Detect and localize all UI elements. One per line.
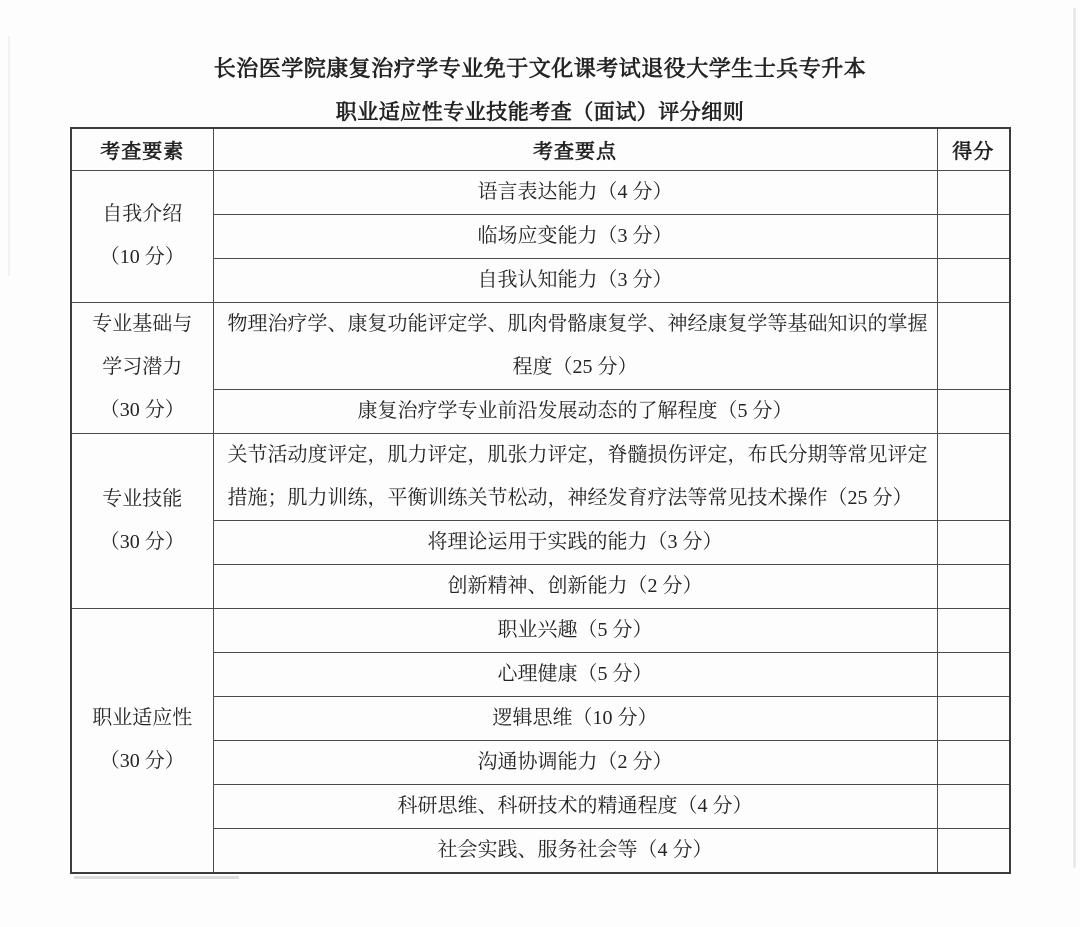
element-line: （30 分）: [99, 750, 185, 772]
points-text: 措施；肌力训练，平衡训练关节松动，神经发育疗法等常见技术操作（25 分）: [227, 486, 913, 509]
points-cell: [213, 608, 937, 652]
points-cell: [213, 652, 937, 696]
points-cell: [213, 520, 937, 564]
score-cell: [937, 784, 1010, 828]
score-cell: [937, 652, 1010, 696]
score-cell: [937, 170, 1010, 214]
element-line: 专业技能: [102, 487, 183, 510]
points-text: 关节活动度评定，肌力评定，肌张力评定，脊髓损伤评定，布氏分期等常见评定: [227, 443, 928, 466]
header-cell-element: 考查要素: [71, 128, 213, 170]
points-cell: [213, 696, 937, 740]
element-cell-skills: [71, 433, 213, 608]
table-row: [71, 302, 1010, 389]
page-title-line1: 长治医学院康复治疗学专业免于文化课考试退役大学生士兵专升本: [213, 56, 867, 81]
element-line: （30 分）: [99, 530, 185, 553]
points-cell: [213, 258, 937, 302]
element-cell-self-intro: [71, 170, 213, 302]
points-text: 自我认知能力（3 分）: [477, 268, 673, 291]
page-edge-shadow: [8, 36, 10, 276]
points-cell: [213, 389, 937, 433]
rubric-table: [70, 127, 1011, 874]
points-cell: [213, 433, 937, 520]
points-text: 临场应变能力（3 分）: [477, 224, 673, 247]
header-row: [71, 128, 1010, 170]
points-text: 沟通协调能力（2 分）: [477, 750, 673, 773]
score-cell: [937, 433, 1010, 520]
score-cell: [937, 828, 1010, 873]
score-cell: [937, 258, 1010, 302]
element-line: 专业基础与: [92, 313, 193, 335]
element-line: 自我介绍: [102, 203, 183, 225]
score-cell: [937, 302, 1010, 389]
element-cell-foundation: [71, 302, 213, 433]
element-line: 学习潜力: [102, 356, 183, 378]
score-cell: [937, 608, 1010, 652]
points-cell: [213, 740, 937, 784]
points-cell: [213, 214, 937, 258]
table-row: [71, 433, 1010, 520]
points-text: 将理论运用于实践的能力（3 分）: [427, 530, 723, 553]
points-cell: [213, 170, 937, 214]
header-cell-score: 得分: [937, 128, 1010, 170]
score-cell: [937, 214, 1010, 258]
points-text: 社会实践、服务社会等（4 分）: [437, 838, 713, 861]
table-row: [71, 170, 1010, 214]
points-text: 物理治疗学、康复功能评定学、肌肉骨骼康复学、神经康复学等基础知识的掌握: [227, 312, 928, 335]
header-cell-points: 考查要点: [213, 128, 937, 170]
points-text: 职业兴趣（5 分）: [497, 618, 653, 641]
table-row: [71, 608, 1010, 652]
page-edge-shadow: [1073, 8, 1076, 868]
page-title-line2: 职业适应性专业技能考查（面试）评分细则: [335, 100, 745, 124]
points-text: 创新精神、创新能力（2 分）: [447, 574, 703, 597]
element-line: （10 分）: [99, 246, 185, 268]
points-text: 程度（25 分）: [512, 355, 638, 378]
points-text: 逻辑思维（10 分）: [492, 706, 658, 729]
score-cell: [937, 389, 1010, 433]
element-cell-adaptability: [71, 608, 213, 873]
points-text: 心理健康（5 分）: [497, 662, 653, 685]
score-cell: [937, 520, 1010, 564]
element-line: （30 分）: [99, 399, 185, 421]
points-text: 语言表达能力（4 分）: [477, 180, 673, 203]
element-line: 职业适应性: [92, 707, 193, 729]
points-text: 康复治疗学专业前沿发展动态的了解程度（5 分）: [357, 399, 793, 422]
score-cell: [937, 696, 1010, 740]
points-cell: [213, 302, 937, 389]
scan-smudge: [74, 876, 239, 879]
score-cell: [937, 564, 1010, 608]
score-cell: [937, 740, 1010, 784]
points-cell: [213, 784, 937, 828]
points-cell: [213, 828, 937, 873]
points-text: 科研思维、科研技术的精通程度（4 分）: [397, 794, 753, 817]
points-cell: [213, 564, 937, 608]
